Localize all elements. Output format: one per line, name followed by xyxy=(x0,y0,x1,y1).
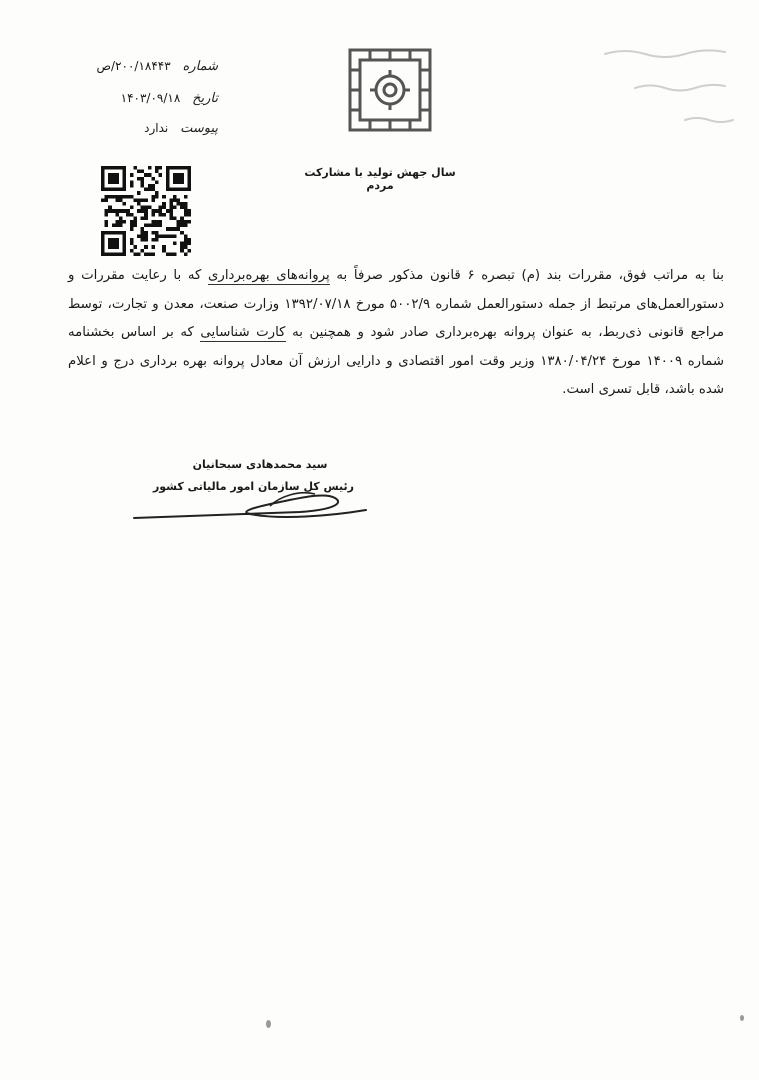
scan-speck xyxy=(266,1020,271,1028)
signatory-title: رئیس کل سازمان امور مالیاتی کشور xyxy=(152,480,354,493)
letter-body xyxy=(68,262,724,405)
body-text-part-2: که با رعایت مقررات و دستورالعمل‌های مرتبط از جمله دستورالعمل شماره ۵۰۰۲/۹ مورخ ۱۳۹۲/۰۷/۱۸ وزارت صنعت، معدن و تجارت، توسط مراجع قانونی ذی‌ربط، به عنوان پروانه بهره‌برداری صادر شود و همچنین به xyxy=(68,268,725,340)
slogan: سال جهش تولید با مشارکت مردم xyxy=(304,166,456,192)
scan-speck xyxy=(740,1015,744,1021)
qr-code-icon[interactable] xyxy=(96,166,196,256)
faded-stamp xyxy=(595,40,745,141)
organization-logo-icon xyxy=(346,46,434,134)
attachment-value: ندارد xyxy=(144,121,169,135)
underlined-identification-card: کارت شناسایی xyxy=(200,325,286,340)
body-text-part-3: که بر اساس بخشنامه شماره ۱۴۰۰۹ مورخ ۱۳۸۰/۰۴/۲۴ وزیر وقت امور اقتصادی و دارایی ارزش آن معادل پروانه بهره برداری درج و اعلام شده باشد، قابل تسری است. xyxy=(68,325,724,397)
attachment-label: پیوست xyxy=(180,121,218,136)
letter-date-row xyxy=(88,90,218,107)
handwritten-signature-icon xyxy=(130,476,370,526)
number-label: شماره xyxy=(182,59,218,74)
signatory-name: سید محمدهادی سبحانیان xyxy=(192,458,328,471)
attachment-row xyxy=(88,120,218,137)
underlined-operating-licenses: پروانه‌های بهره‌برداری xyxy=(208,268,330,283)
letter-number: ۲۰۰/۱۸۴۴۳/ص xyxy=(96,59,171,73)
body-text-part-1: بنا به مراتب فوق، مقررات بند (م) تبصره ۶ قانون مذکور صرفاً به xyxy=(329,268,725,283)
letter-number-row xyxy=(88,58,218,75)
date-label: تاریخ xyxy=(192,91,218,106)
letter-date: ۱۴۰۳/۰۹/۱۸ xyxy=(120,91,181,105)
